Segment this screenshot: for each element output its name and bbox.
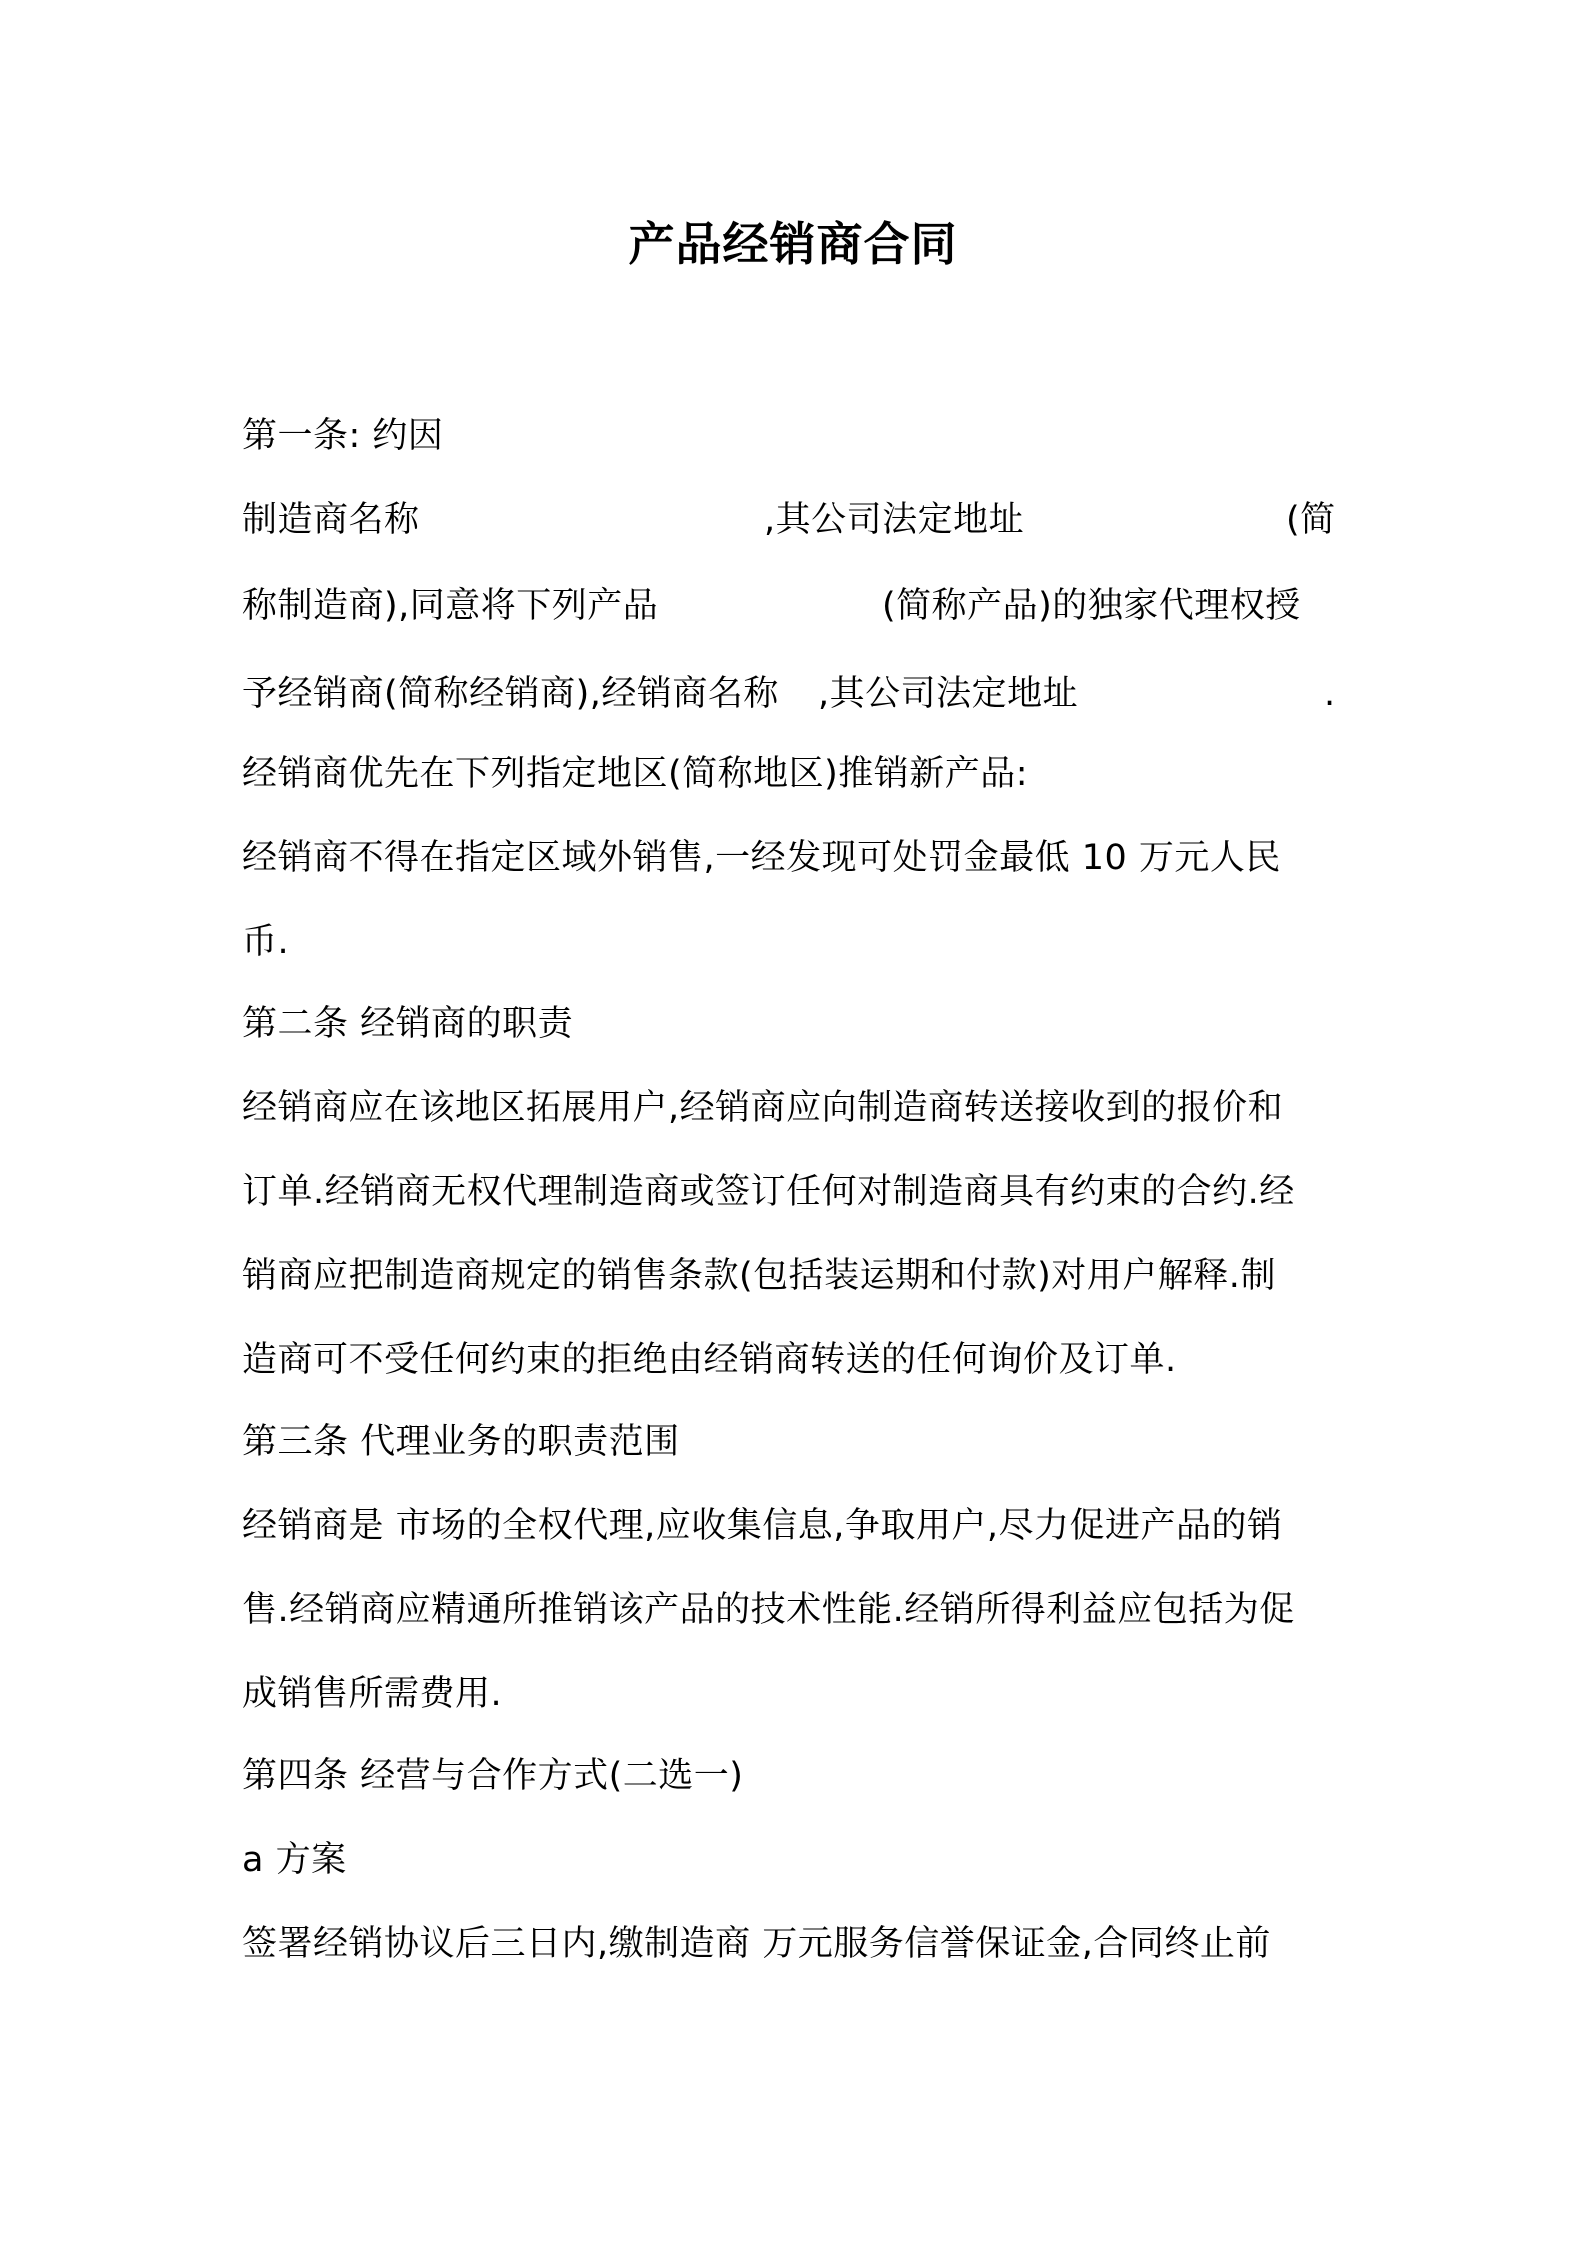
paragraph-line: 经销商应在该地区拓展用户,经销商应向制造商转送接收到的报价和	[242, 1088, 1284, 1128]
paragraph-line: 成销售所需费用.	[242, 1674, 503, 1714]
article-2-heading: 第二条 经销商的职责	[242, 1004, 574, 1044]
text-segment: 制造商名称	[242, 500, 420, 540]
paragraph-line: 币.	[242, 922, 290, 962]
article-4-heading: 第四条 经营与合作方式(二选一)	[242, 1756, 744, 1796]
paragraph-line: 经销商是 市场的全权代理,应收集信息,争取用户,尽力促进产品的销	[242, 1506, 1283, 1546]
paragraph-line	[242, 494, 1342, 546]
text-segment: ,其公司法定地址	[818, 674, 1079, 714]
article-1-heading: 第一条: 约因	[242, 416, 444, 456]
paragraph-line: 经销商不得在指定区域外销售,一经发现可处罚金最低 10 万元人民	[242, 838, 1281, 878]
paragraph-line: 签署经销协议后三日内,缴制造商 万元服务信誉保证金,合同终止前	[242, 1924, 1271, 1964]
article-3-heading: 第三条 代理业务的职责范围	[242, 1422, 680, 1462]
text-segment: (简	[1286, 500, 1336, 540]
paragraph-line: 售.经销商应精通所推销该产品的技术性能.经销所得利益应包括为促	[242, 1590, 1295, 1630]
paragraph-line: 经销商优先在下列指定地区(简称地区)推销新产品:	[242, 754, 1029, 794]
option-a-heading: a 方案	[242, 1840, 347, 1880]
paragraph-line: 造商可不受任何约束的拒绝由经销商转送的任何询价及订单.	[242, 1340, 1177, 1380]
paragraph-line: 销商应把制造商规定的销售条款(包括装运期和付款)对用户解释.制	[242, 1256, 1276, 1296]
document-title: 产品经销商合同	[628, 217, 958, 271]
paragraph-line: 订单.经销商无权代理制造商或签订任何对制造商具有约束的合约.经	[242, 1172, 1295, 1212]
paragraph-line	[242, 668, 1342, 720]
text-segment: 予经销商(简称经销商),经销商名称	[242, 674, 779, 714]
text-segment: 称制造商),同意将下列产品	[242, 586, 659, 626]
paragraph-line	[242, 580, 1342, 632]
text-segment: .	[1324, 674, 1336, 714]
text-segment: ,其公司法定地址	[764, 500, 1025, 540]
text-segment: (简称产品)的独家代理权授	[882, 586, 1301, 626]
